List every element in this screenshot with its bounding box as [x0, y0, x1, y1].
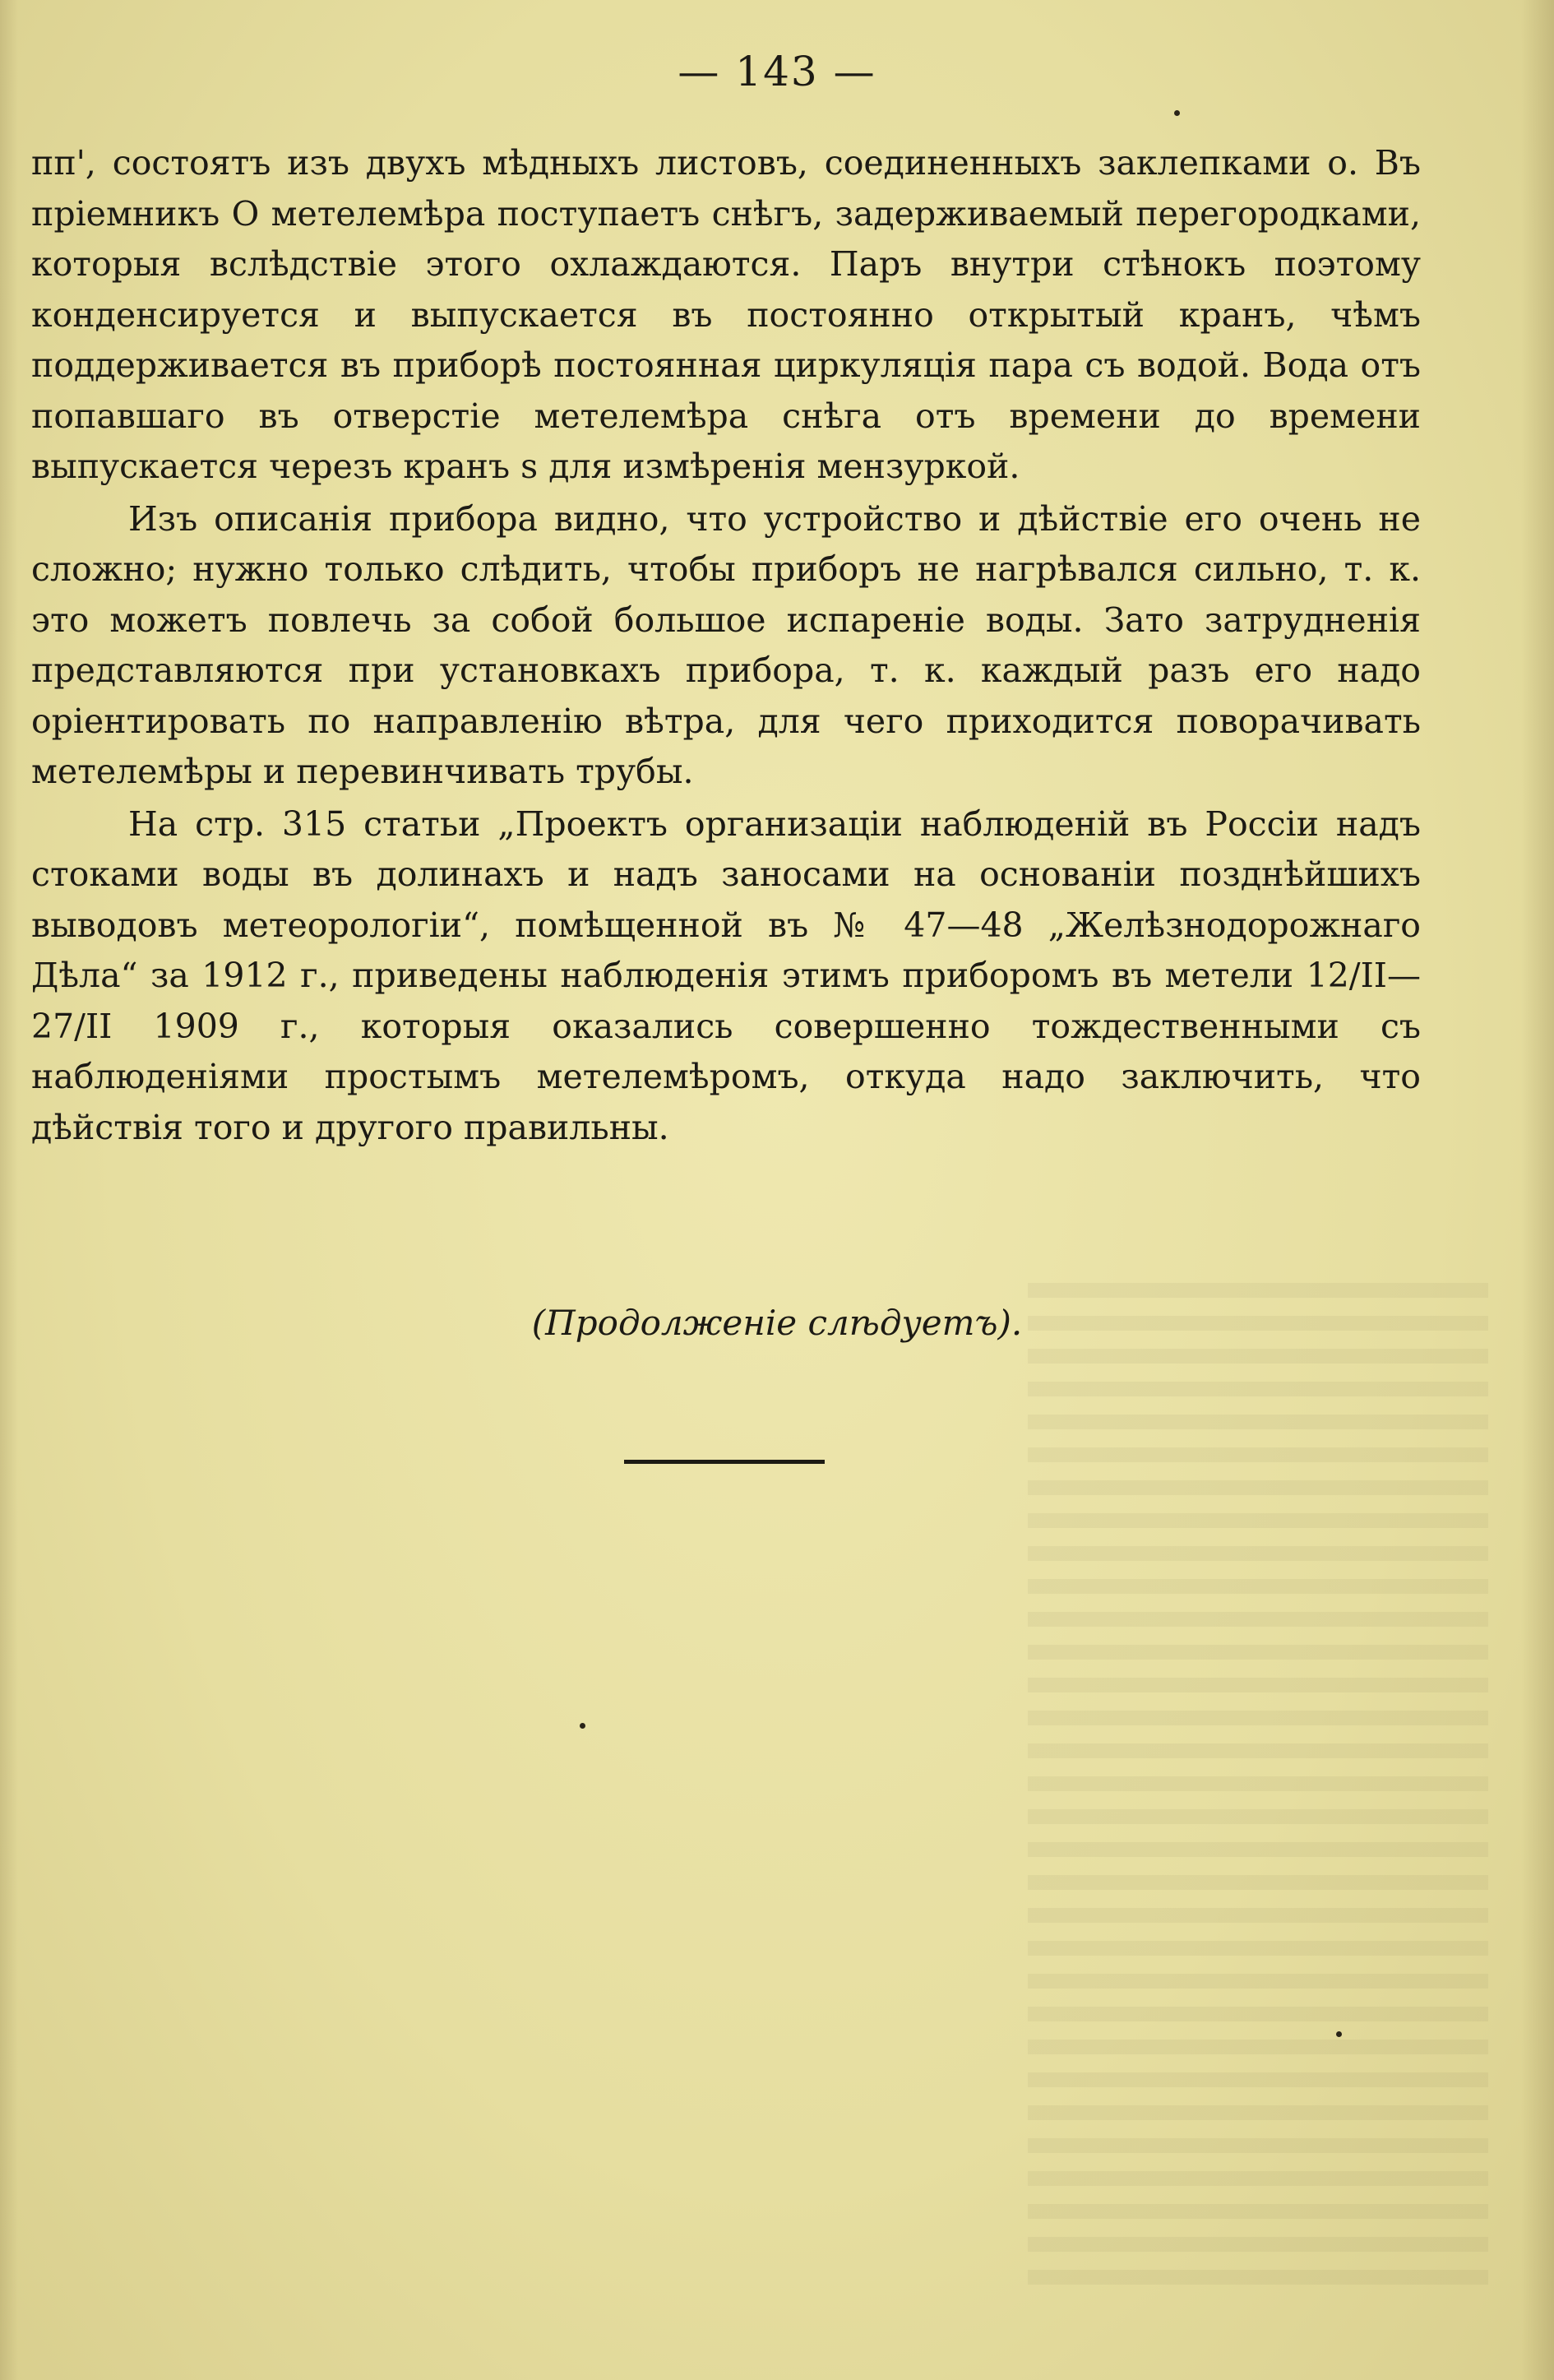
- paper-speck: [1336, 2031, 1342, 2037]
- page-number: — 143 —: [678, 48, 876, 95]
- paper-speck: [1174, 110, 1180, 116]
- page-shadow-left: [0, 0, 18, 2380]
- page-shadow-right: [1521, 0, 1554, 2380]
- paper-speck: [580, 1723, 585, 1729]
- show-through-text: [1028, 1283, 1488, 2286]
- paragraph-1: пп', состоятъ изъ двухъ мѣдныхъ листовъ, соединенныхъ заклепками о. Въ пріемникъ О метелемѣра поступаетъ снѣгъ, задерживаемый перегородками, которыя вслѣдствіе этого охлаждаются. Паръ внутри стѣнокъ поэтому конденсируется и выпускается въ постоянно открытый кранъ, чѣмъ поддерживается въ приборѣ постоянная циркуляція пара съ водой. Вода отъ попавшаго въ отверстіе метелемѣра снѣга отъ времени до времени выпускается черезъ кранъ s для измѣренія мензуркой.: [31, 143, 1421, 486]
- body-text: [31, 138, 1421, 1153]
- paragraph-3: На стр. 315 статьи „Проектъ организаціи наблюденій въ Россіи надъ стоками воды въ долинахъ и надъ заносами на основаніи позднѣйшихъ выводовъ метеорологіи“, помѣщенной въ № 47—48 „Желѣзнодорожнаго Дѣла“ за 1912 г., приведены наблюденія этимъ приборомъ въ метели 12/II—27/II 1909 г., которыя оказались совершенно тождественными съ наблюденіями простымъ метелемѣромъ, откуда надо заключить, что дѣйствія того и другого правильны.: [31, 803, 1421, 1147]
- paragraph-2: Изъ описанія прибора видно, что устройство и дѣйствіе его очень не сложно; нужно только слѣдить, чтобы приборъ не нагрѣвался сильно, т. к. это можетъ повлечь за собой большое испареніе воды. Зато затрудненія представляются при установкахъ прибора, т. к. каждый разъ его надо оріентировать по направленію вѣтра, для чего приходится поворачивать метелемѣры и перевинчивать трубы.: [31, 498, 1421, 791]
- continued-note: (Продолженіе слѣдуетъ).: [531, 1303, 1023, 1343]
- end-rule: [624, 1460, 825, 1464]
